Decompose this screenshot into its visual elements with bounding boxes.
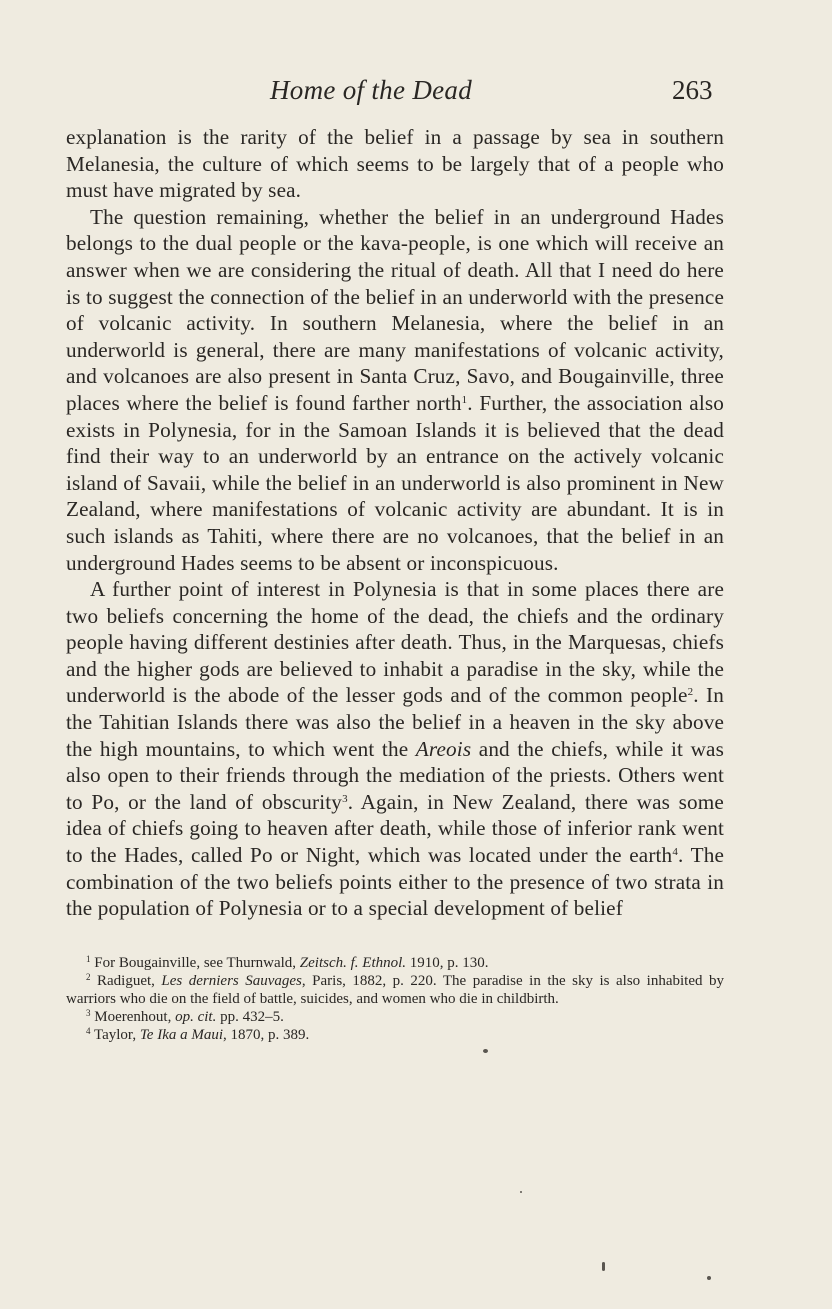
footnote-ref-2: 2: [687, 686, 694, 699]
running-title: Home of the Dead: [270, 75, 472, 105]
paragraph-3-text-e: . The combination of the two beliefs points either to the presence of two strata in the population of Polynesia or to a special development of belief: [66, 843, 724, 921]
footnote-text: 1910, p. 130.: [406, 955, 489, 971]
paragraph-3-text-a: A further point of interest in Polynesia is that in some places there are two beliefs concerning the home of the dead, the chiefs and the ordinary people having different destinies after death. Thus, in the Marquesas, chiefs and the higher gods are believed to inhabit a paradise in the sky, while the underworld is the abode of the lesser gods and of the common people: [66, 577, 724, 708]
body-text: [66, 124, 724, 922]
footnote-text: Moerenhout,: [94, 1009, 176, 1025]
ink-speck: [707, 1276, 711, 1280]
paragraph-2: [66, 204, 724, 576]
paragraph-3: [66, 576, 724, 922]
footnote-ref-3: 3: [342, 792, 348, 805]
footnote-italic: Te Ika a Maui: [139, 1027, 224, 1043]
ink-speck: [483, 1049, 488, 1053]
footnote-italic: op. cit.: [175, 1009, 217, 1025]
footnotes: [66, 954, 724, 1044]
footnote-ref-1: 1: [461, 393, 468, 406]
footnote-2: [66, 972, 724, 1008]
footnote-number: 3: [86, 1008, 91, 1018]
footnote-text: Radiguet,: [97, 973, 162, 989]
ink-speck: [520, 1191, 522, 1193]
footnote-ref-4: 4: [672, 846, 678, 859]
footnote-text: , 1870, p. 389.: [223, 1027, 310, 1043]
italic-areois: Areois: [415, 736, 472, 761]
footnote-text: pp. 432–5.: [216, 1009, 284, 1025]
paragraph-1: [66, 124, 724, 204]
paragraph-1-text: explanation is the rarity of the belief in a passage by sea in southern Melanesia, the culture of which seems to be largely that of a people who must have migrated by sea.: [66, 125, 724, 203]
paragraph-2-text-a: The question remaining, whether the belief in an underground Hades belongs to the dual people or the kava-people, is one which will receive an answer when we are considering the ritual of death. All that I need do here is to suggest the connection of the belief in an underworld with the presence of volcanic activity. In southern Melanesia, where the belief in an underworld is general, there are many manifestations of volcanic activity, and volcanoes are also present in Santa Cruz, Savo, and Bougainville, three places where the belief is found farther north: [66, 204, 724, 415]
ink-speck: [602, 1262, 605, 1271]
footnote-text: , Paris, 1882, p. 220. The paradise in the sky is also inhabited by warriors who die on the field of battle, suicides, and women who die in childbirth.: [66, 973, 724, 1007]
paragraph-3-text-c: and the chiefs, while it was also open to their friends through the mediation of the priests. Others went to Po, or the land of obscurity: [66, 736, 724, 814]
footnote-4: [66, 1026, 724, 1044]
footnote-number: 2: [86, 972, 91, 982]
footnote-text: For Bougainville, see Thurnwald,: [94, 955, 300, 971]
paragraph-3-text-b: . In the Tahitian Islands there was also the belief in a heaven in the sky above the high mountains, to which went the: [66, 683, 725, 761]
footnote-3: [66, 1008, 724, 1026]
footnote-italic: Les derniers Sauvages: [161, 973, 302, 989]
paragraph-3-text-d: . Again, in New Zealand, there was some idea of chiefs going to heaven after death, while those of inferior rank went to the Hades, called Po or Night, which was located under the earth: [66, 789, 724, 868]
page-number: 263: [672, 75, 713, 105]
footnote-italic: Zeitsch. f. Ethnol.: [299, 955, 407, 971]
page-header: [0, 75, 832, 115]
footnote-text: Taylor,: [93, 1027, 140, 1043]
footnote-number: 4: [86, 1026, 91, 1036]
footnote-1: [66, 954, 724, 972]
footnote-number: 1: [86, 954, 91, 964]
paragraph-2-text-b: . Further, the association also exists in Polynesia, for in the Samoan Islands it is believed that the dead find their way to an underworld by an entrance on the actively volcanic island of Savaii, while the belief in an underworld is also prominent in New Zealand, where manifestations of volcanic activity are abundant. It is in such islands as Tahiti, where there are no volcanoes, that the belief in an underground Hades seems to be absent or inconspicuous.: [66, 390, 724, 575]
